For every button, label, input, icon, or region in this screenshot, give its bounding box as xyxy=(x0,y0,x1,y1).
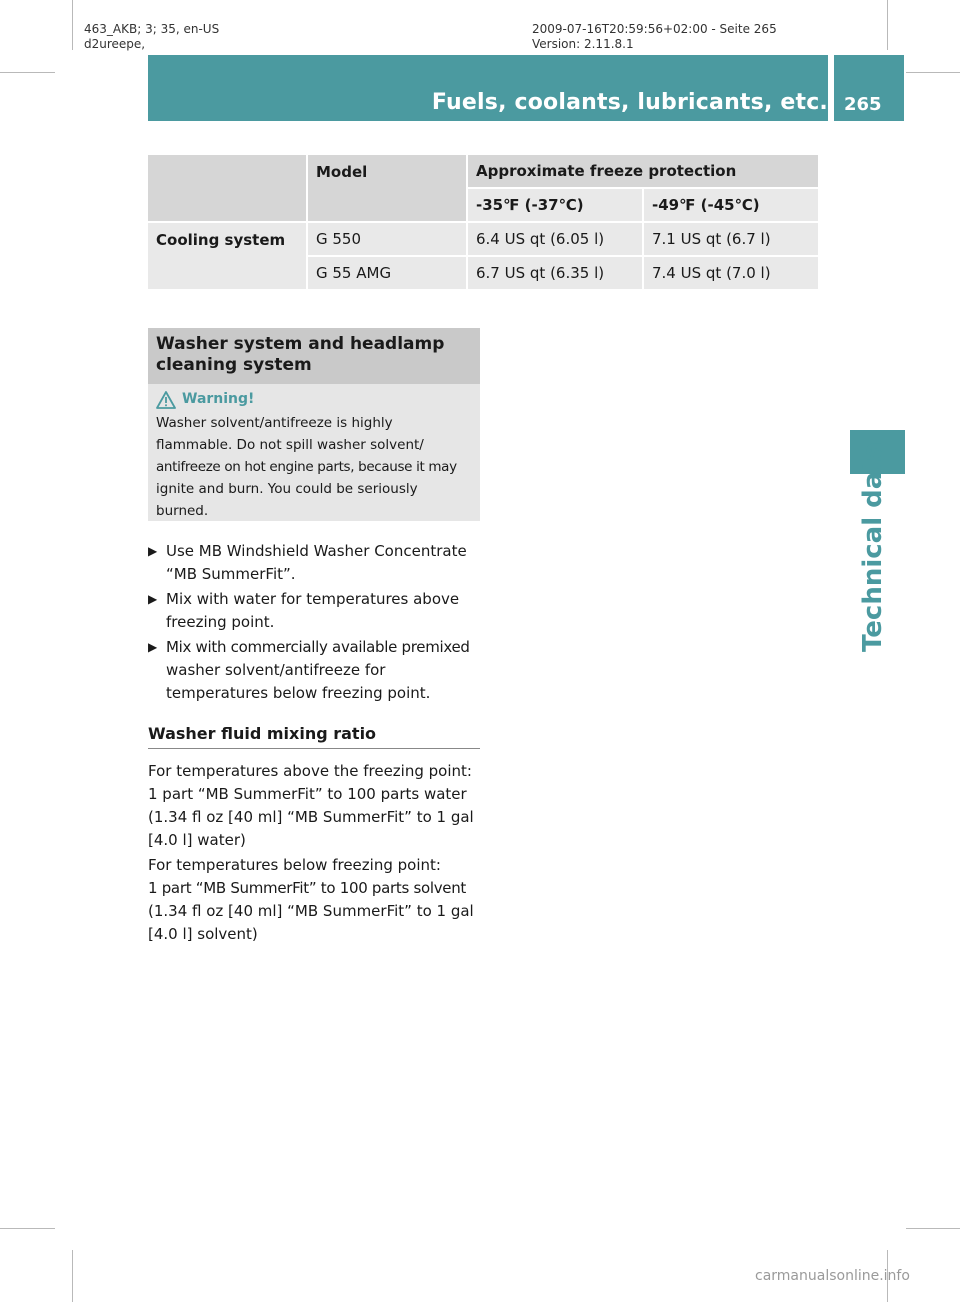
print-meta-line: d2ureepe, xyxy=(84,37,146,51)
section-heading xyxy=(148,328,480,388)
instruction-step xyxy=(148,540,488,586)
paragraph-line: [4.0 l] water) xyxy=(148,831,246,849)
table-row xyxy=(148,155,818,187)
print-meta-line: 2009-07-16T20:59:56+02:00 - Seite 265 xyxy=(532,22,777,36)
chapter-title: Fuels, coolants, lubricants, etc. xyxy=(431,90,828,115)
freeze-protection-table xyxy=(146,153,820,291)
paragraph-line: [4.0 l] solvent) xyxy=(148,925,258,943)
crop-mark xyxy=(906,72,960,73)
table-cell-value: 7.4 US qt (7.0 l) xyxy=(644,257,818,289)
instruction-steps xyxy=(148,540,488,705)
paragraph-line: For temperatures below freezing point: xyxy=(148,856,441,874)
step-line: washer solvent/antifreeze for xyxy=(166,661,386,679)
crop-mark xyxy=(0,1228,55,1229)
step-line: temperatures below freezing point. xyxy=(166,684,431,702)
warning-box xyxy=(148,384,480,521)
section-heading-line: cleaning system xyxy=(156,355,312,375)
subheading xyxy=(148,724,480,749)
warning-text-line: Washer solvent/antifreeze is highly xyxy=(156,415,393,431)
step-line: Use MB Windshield Washer Concentrate xyxy=(166,542,467,560)
print-meta-right xyxy=(532,22,777,52)
table-header-model: Model xyxy=(308,155,466,221)
page-number: 265 xyxy=(844,94,882,115)
table-row xyxy=(148,223,818,255)
table-header-protection: Approximate freeze protection xyxy=(468,155,818,187)
side-tab-label xyxy=(852,441,900,660)
table-header-temp: -35℉ (-37℃) xyxy=(468,189,642,221)
step-line: “MB SummerFit”. xyxy=(166,565,296,583)
print-meta-line: Version: 2.11.8.1 xyxy=(532,37,634,51)
print-meta-left xyxy=(84,22,219,52)
paragraph-line: (1.34 fl oz [40 ml] “MB SummerFit” to 1 gal xyxy=(148,808,474,826)
instruction-step xyxy=(148,588,488,634)
warning-text-line: antifreeze on hot engine parts, because it may xyxy=(156,459,457,475)
page-number-box xyxy=(834,55,904,121)
paragraph-line: 1 part “MB SummerFit” to 100 parts water xyxy=(148,785,467,803)
step-line: freezing point. xyxy=(166,613,275,631)
step-arrow-icon: ▶ xyxy=(148,544,158,558)
table-cell-model: G 55 AMG xyxy=(308,257,466,289)
warning-title: Warning! xyxy=(182,391,255,407)
paragraph-line: For temperatures above the freezing point: xyxy=(148,762,472,780)
mixing-ratio-text xyxy=(148,760,488,948)
crop-mark xyxy=(0,72,55,73)
warning-text-line: ignite and burn. You could be seriously xyxy=(156,481,418,497)
table-cell-value: 6.7 US qt (6.35 l) xyxy=(468,257,642,289)
instruction-step xyxy=(148,636,488,705)
step-line: Mix with commercially available premixed xyxy=(166,638,470,656)
table-cell-value: 7.1 US qt (6.7 l) xyxy=(644,223,818,255)
step-arrow-icon: ▶ xyxy=(148,592,158,606)
paragraph xyxy=(148,760,488,852)
warning-text-line: burned. xyxy=(156,503,209,519)
watermark: carmanualsonline.info xyxy=(755,1268,910,1284)
print-meta-line: 463_AKB; 3; 35, en-US xyxy=(84,22,220,36)
step-line: Mix with water for temperatures above xyxy=(166,590,460,608)
paragraph xyxy=(148,854,488,946)
warning-text-line: flammable. Do not spill washer solvent/ xyxy=(156,437,424,453)
chapter-header xyxy=(148,55,828,121)
subheading-text: Washer fluid mixing ratio xyxy=(148,724,377,743)
paragraph-line: (1.34 fl oz [40 ml] “MB SummerFit” to 1 gal xyxy=(148,902,474,920)
section-heading-line: Washer system and headlamp xyxy=(156,334,445,354)
side-tab-text: Technical data xyxy=(858,441,888,652)
warning-text xyxy=(156,412,472,522)
step-arrow-icon: ▶ xyxy=(148,640,158,654)
crop-mark xyxy=(72,1250,73,1302)
table-cell-value: 6.4 US qt (6.05 l) xyxy=(468,223,642,255)
table-cell-model: G 550 xyxy=(308,223,466,255)
warning-triangle-icon xyxy=(156,391,176,409)
table-cell-empty xyxy=(148,155,306,221)
crop-mark xyxy=(72,0,73,50)
paragraph-line: 1 part “MB SummerFit” to 100 parts solvent xyxy=(148,879,467,897)
table-row-label: Cooling system xyxy=(148,223,306,289)
crop-mark xyxy=(887,0,888,50)
table-header-temp: -49℉ (-45℃) xyxy=(644,189,818,221)
crop-mark xyxy=(906,1228,960,1229)
